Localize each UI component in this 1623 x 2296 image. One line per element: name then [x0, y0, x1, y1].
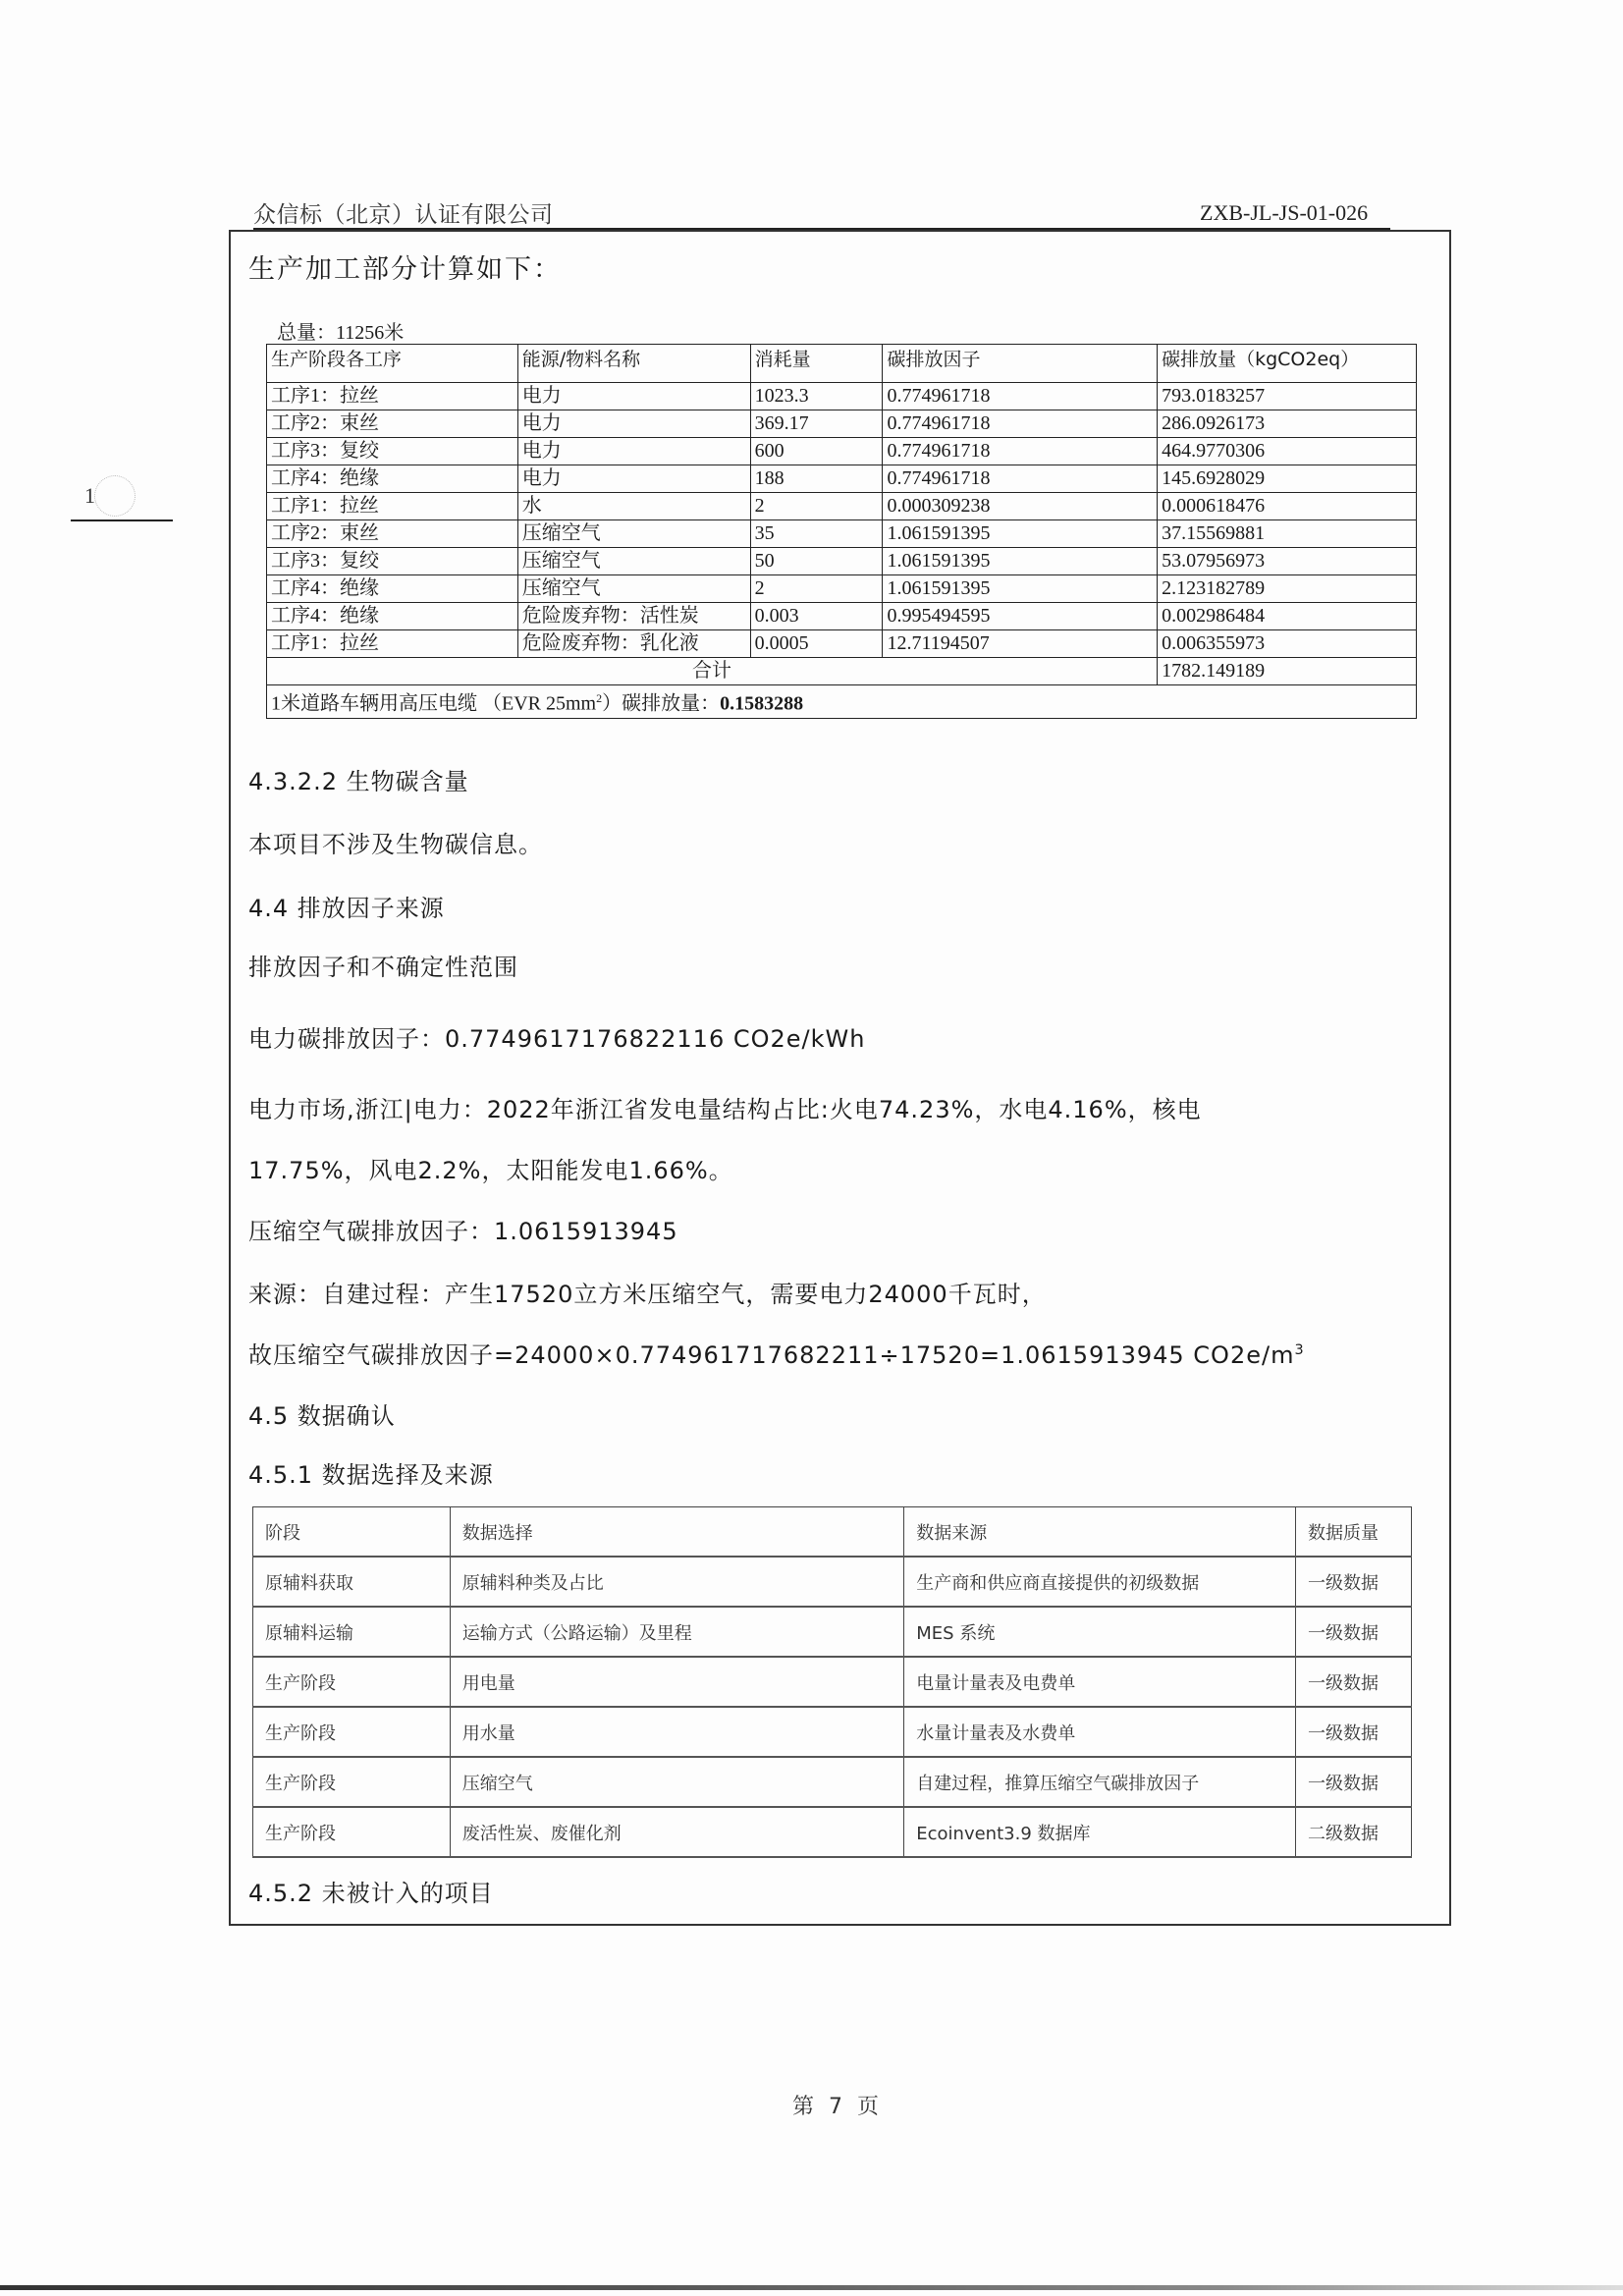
cell-material: 压缩空气 [517, 520, 750, 548]
cell-selection: 用电量 [450, 1657, 903, 1707]
col-header: 碳排放因子 [883, 345, 1158, 383]
page-number: 第 7 页 [792, 2095, 883, 2119]
cell-material: 水 [517, 493, 750, 520]
cell-process: 工序4：绝缘 [267, 575, 518, 603]
cell-consumption: 369.17 [750, 410, 883, 438]
heading-4-5: 4.5 数据确认 [248, 1402, 396, 1430]
table-row [253, 1807, 1412, 1857]
cell-emission: 37.15569881 [1158, 520, 1417, 548]
table-row [267, 520, 1417, 548]
cell-process: 工序3：复绞 [267, 438, 518, 465]
heading-4-5-2: 4.5.2 未被计入的项目 [248, 1880, 494, 1907]
table-row [253, 1707, 1412, 1757]
cell-factor: 0.774961718 [883, 383, 1158, 410]
cell-consumption: 2 [750, 493, 883, 520]
col-header: 数据来源 [904, 1507, 1296, 1558]
binding-hole-mark [94, 475, 135, 517]
cell-material: 电力 [517, 465, 750, 493]
section-intro: 生产加工部分计算如下： [248, 254, 562, 285]
cell-factor: 0.774961718 [883, 465, 1158, 493]
cell-factor: 0.000309238 [883, 493, 1158, 520]
margin-rule [71, 519, 173, 521]
cell-process: 工序4：绝缘 [267, 603, 518, 630]
data-source-table [252, 1506, 1412, 1858]
cell-emission: 0.002986484 [1158, 603, 1417, 630]
col-header: 消耗量 [750, 345, 883, 383]
cell-quality: 一级数据 [1296, 1757, 1412, 1807]
subheading-factor-uncertainty: 排放因子和不确定性范围 [248, 954, 518, 981]
total-length: 总量：11256米 [277, 322, 405, 344]
cell-stage: 原辅料获取 [253, 1557, 451, 1607]
sum-row [267, 658, 1417, 685]
cell-consumption: 0.0005 [750, 630, 883, 658]
col-header: 碳排放量（kgCO2eq） [1158, 345, 1417, 383]
company-name: 众信标（北京）认证有限公司 [253, 202, 554, 228]
cell-factor: 0.995494595 [883, 603, 1158, 630]
cell-material: 压缩空气 [517, 548, 750, 575]
cell-selection: 用水量 [450, 1707, 903, 1757]
col-header: 阶段 [253, 1507, 451, 1558]
table-row [253, 1557, 1412, 1607]
table-row [253, 1757, 1412, 1807]
cell-consumption: 188 [750, 465, 883, 493]
cell-material: 危险废弃物：活性炭 [517, 603, 750, 630]
biocarbon-statement: 本项目不涉及生物碳信息。 [248, 831, 543, 858]
col-header: 生产阶段各工序 [267, 345, 518, 383]
cell-consumption: 35 [750, 520, 883, 548]
cell-consumption: 2 [750, 575, 883, 603]
cell-source: MES 系统 [904, 1607, 1296, 1657]
table-row [267, 383, 1417, 410]
cell-emission: 0.006355973 [1158, 630, 1417, 658]
cell-emission: 286.0926173 [1158, 410, 1417, 438]
compressed-air-formula [248, 1336, 1305, 1370]
cell-emission: 2.123182789 [1158, 575, 1417, 603]
cell-selection: 运输方式（公路运输）及里程 [450, 1607, 903, 1657]
heading-4-3-2-2: 4.3.2.2 生物碳含量 [248, 768, 469, 795]
formula-text: 故压缩空气碳排放因子=24000×0.774961717682211÷17520=1.0615913945 CO2e/m [248, 1341, 1295, 1369]
cell-factor: 1.061591395 [883, 548, 1158, 575]
cell-factor: 1.061591395 [883, 520, 1158, 548]
cell-factor: 1.061591395 [883, 575, 1158, 603]
cell-factor: 0.774961718 [883, 410, 1158, 438]
cell-selection: 废活性炭、废催化剂 [450, 1807, 903, 1857]
cell-emission: 0.000618476 [1158, 493, 1417, 520]
cell-quality: 一级数据 [1296, 1607, 1412, 1657]
cell-factor: 12.71194507 [883, 630, 1158, 658]
table-row [267, 438, 1417, 465]
result-row [267, 685, 1417, 719]
cell-stage: 生产阶段 [253, 1757, 451, 1807]
cell-source: 自建过程，推算压缩空气碳排放因子 [904, 1757, 1296, 1807]
note-mid: ）碳排放量： [602, 692, 721, 715]
formula-superscript: 3 [1294, 1342, 1305, 1358]
cell-source: 生产商和供应商直接提供的初级数据 [904, 1557, 1296, 1607]
carbon-calc-table [266, 344, 1417, 719]
cell-selection: 压缩空气 [450, 1757, 903, 1807]
document-code: ZXB-JL-JS-01-026 [1200, 200, 1369, 225]
cell-stage: 生产阶段 [253, 1707, 451, 1757]
sum-value: 1782.149189 [1158, 658, 1417, 685]
col-header: 能源/物料名称 [517, 345, 750, 383]
electricity-source-line1: 电力市场,浙江|电力：2022年浙江省发电量结构占比:火电74.23%，水电4.16%，核电 [248, 1096, 1202, 1123]
cell-quality: 一级数据 [1296, 1557, 1412, 1607]
cell-stage: 生产阶段 [253, 1807, 451, 1857]
cell-process: 工序4：绝缘 [267, 465, 518, 493]
table-row [267, 603, 1417, 630]
compressed-air-factor: 压缩空气碳排放因子：1.0615913945 [248, 1218, 678, 1245]
cell-emission: 53.07956973 [1158, 548, 1417, 575]
electricity-source-line2: 17.75%，风电2.2%，太阳能发电1.66%。 [248, 1157, 733, 1184]
cell-consumption: 0.003 [750, 603, 883, 630]
cell-quality: 一级数据 [1296, 1707, 1412, 1757]
cell-process: 工序1：拉丝 [267, 383, 518, 410]
table-row [267, 575, 1417, 603]
cell-quality: 二级数据 [1296, 1807, 1412, 1857]
cell-material: 电力 [517, 410, 750, 438]
cell-material: 危险废弃物：乳化液 [517, 630, 750, 658]
table-header-row [267, 345, 1417, 383]
table-row [267, 410, 1417, 438]
table-row [267, 493, 1417, 520]
cell-source: 电量计量表及电费单 [904, 1657, 1296, 1707]
electricity-factor: 电力碳排放因子：0.7749617176822116 CO2e/kWh [248, 1025, 866, 1053]
heading-4-5-1: 4.5.1 数据选择及来源 [248, 1461, 494, 1489]
note-prefix: 1米道路车辆用高压电缆 （EVR 25mm [271, 692, 597, 715]
cell-emission: 793.0183257 [1158, 383, 1417, 410]
cell-selection: 原辅料种类及占比 [450, 1557, 903, 1607]
table-header-row [253, 1507, 1412, 1558]
table-row [267, 548, 1417, 575]
cell-process: 工序2：束丝 [267, 520, 518, 548]
note-superscript: 2 [596, 691, 603, 705]
cell-stage: 原辅料运输 [253, 1607, 451, 1657]
cell-material: 压缩空气 [517, 575, 750, 603]
cell-emission: 464.9770306 [1158, 438, 1417, 465]
scan-edge-shadow [0, 2285, 1623, 2290]
per-meter-value: 0.1583288 [720, 692, 804, 715]
table-row [253, 1657, 1412, 1707]
cell-quality: 一级数据 [1296, 1657, 1412, 1707]
cell-consumption: 1023.3 [750, 383, 883, 410]
cell-source: Ecoinvent3.9 数据库 [904, 1807, 1296, 1857]
cell-process: 工序3：复绞 [267, 548, 518, 575]
cell-consumption: 50 [750, 548, 883, 575]
table-row [267, 465, 1417, 493]
cell-material: 电力 [517, 383, 750, 410]
cell-consumption: 600 [750, 438, 883, 465]
cell-emission: 145.6928029 [1158, 465, 1417, 493]
compressed-air-source: 来源：自建过程：产生17520立方米压缩空气，需要电力24000千瓦时， [248, 1281, 1047, 1308]
cell-material: 电力 [517, 438, 750, 465]
cell-process: 工序1：拉丝 [267, 630, 518, 658]
margin-number: 1 [84, 483, 95, 508]
per-meter-emission [267, 685, 1417, 719]
sum-label: 合计 [267, 658, 1158, 685]
table-row [253, 1607, 1412, 1657]
cell-source: 水量计量表及水费单 [904, 1707, 1296, 1757]
heading-4-4: 4.4 排放因子来源 [248, 895, 445, 922]
cell-process: 工序1：拉丝 [267, 493, 518, 520]
cell-stage: 生产阶段 [253, 1657, 451, 1707]
cell-process: 工序2：束丝 [267, 410, 518, 438]
col-header: 数据选择 [450, 1507, 903, 1558]
cell-factor: 0.774961718 [883, 438, 1158, 465]
table-row [267, 630, 1417, 658]
col-header: 数据质量 [1296, 1507, 1412, 1558]
